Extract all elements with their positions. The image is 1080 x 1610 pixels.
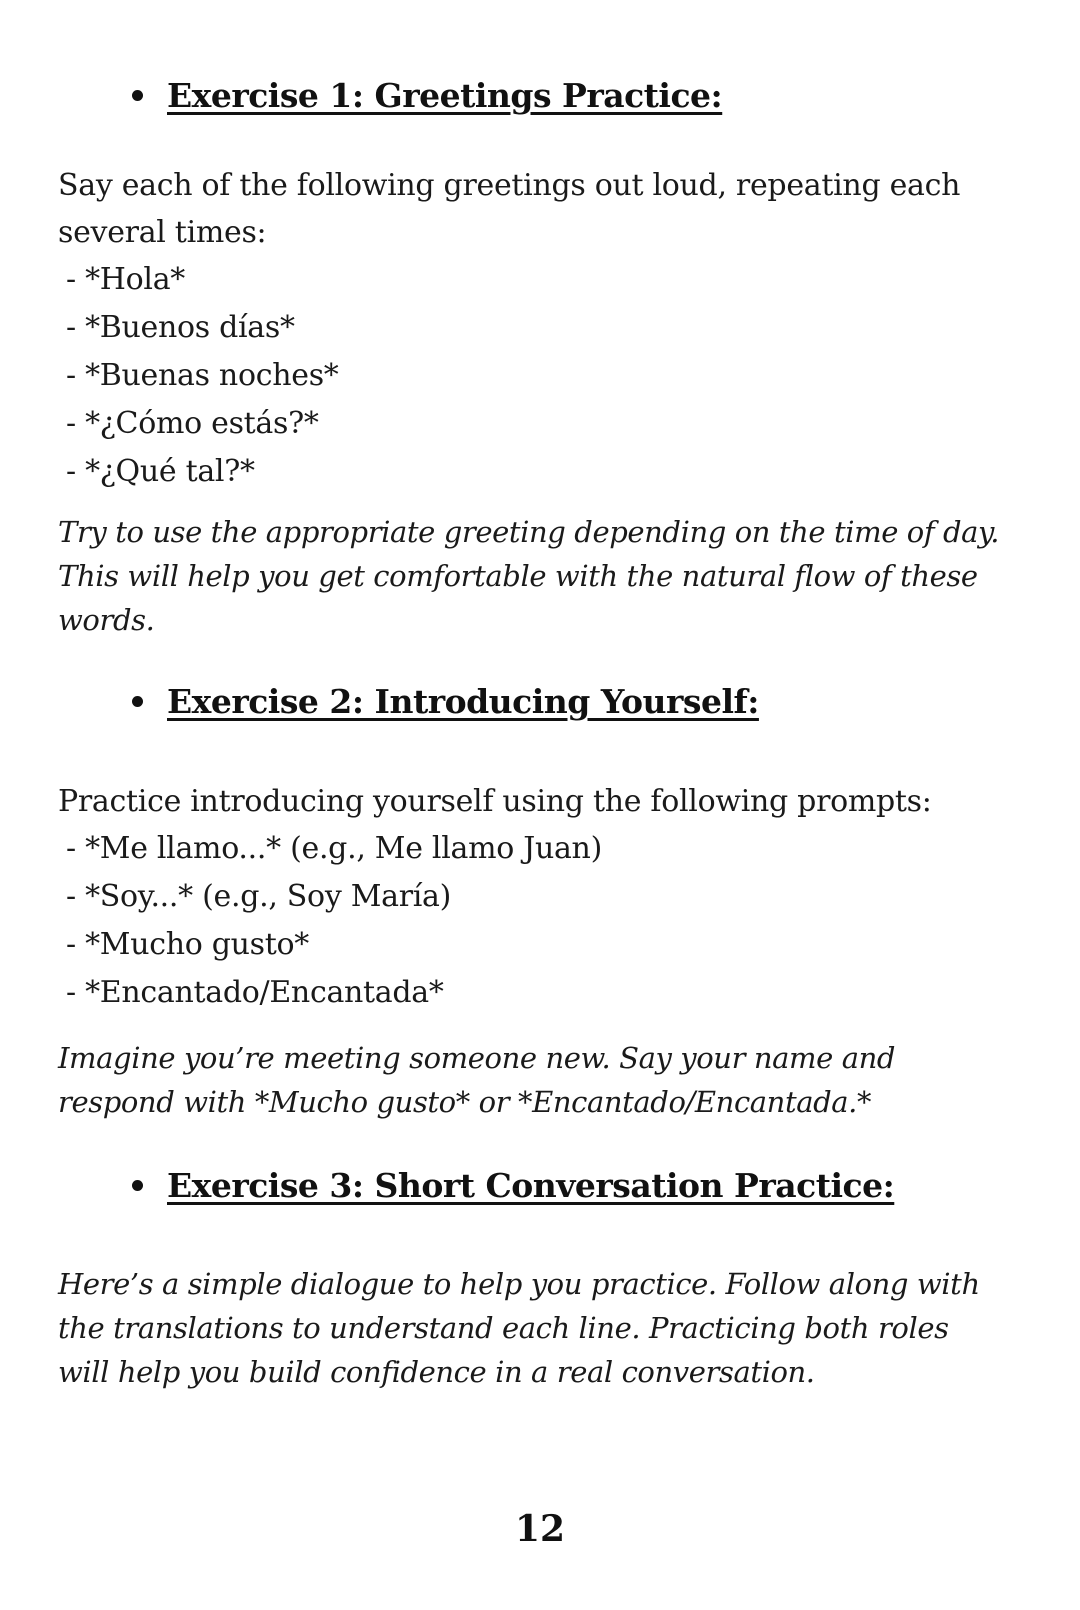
note-line: Here’s a simple dialogue to help you practice. Follow along with bbox=[58, 1267, 980, 1301]
exercise-3-note bbox=[58, 1262, 1038, 1394]
page-number: 12 bbox=[514, 1508, 566, 1550]
exercise-2-intro bbox=[58, 778, 1028, 825]
list-item: - *¿Cómo estás?* bbox=[66, 406, 319, 441]
bullet-icon bbox=[132, 1180, 143, 1191]
exercise-2-list bbox=[66, 825, 602, 1017]
exercise-1-note bbox=[58, 510, 1038, 642]
list-item: - *Buenos días* bbox=[66, 310, 295, 345]
list-item: - *Soy...* (e.g., Soy María) bbox=[66, 879, 452, 914]
list-item: - *Buenas noches* bbox=[66, 358, 339, 393]
list-item: - *Me llamo...* (e.g., Me llamo Juan) bbox=[66, 831, 602, 866]
exercise-2-heading bbox=[132, 682, 759, 721]
bullet-icon bbox=[132, 696, 143, 707]
list-item: - *¿Qué tal?* bbox=[66, 454, 255, 489]
intro-line: several times: bbox=[58, 215, 267, 250]
list-item: - *Mucho gusto* bbox=[66, 927, 309, 962]
note-line: This will help you get comfortable with the natural flow of these bbox=[58, 559, 978, 593]
note-line: respond with *Mucho gusto* or *Encantado/Encantada.* bbox=[58, 1085, 872, 1119]
exercise-1-intro bbox=[58, 162, 1028, 256]
note-line: will help you build confidence in a real conversation. bbox=[58, 1355, 815, 1389]
intro-line: Practice introducing yourself using the following prompts: bbox=[58, 784, 932, 819]
heading-text: Exercise 2: Introducing Yourself: bbox=[167, 682, 759, 721]
bullet-icon bbox=[132, 90, 143, 101]
note-line: Try to use the appropriate greeting depending on the time of day. bbox=[58, 515, 1000, 549]
list-item: - *Encantado/Encantada* bbox=[66, 975, 444, 1010]
note-line: words. bbox=[58, 603, 155, 637]
exercise-1-list bbox=[66, 256, 339, 496]
heading-text: Exercise 1: Greetings Practice: bbox=[167, 76, 723, 115]
list-item: - *Hola* bbox=[66, 262, 185, 297]
heading-text: Exercise 3: Short Conversation Practice: bbox=[167, 1166, 895, 1205]
intro-line: Say each of the following greetings out loud, repeating each bbox=[58, 168, 961, 203]
note-line: Imagine you’re meeting someone new. Say your name and bbox=[58, 1041, 896, 1075]
exercise-3-heading bbox=[132, 1166, 894, 1205]
exercise-2-note bbox=[58, 1036, 1038, 1124]
note-line: the translations to understand each line. Practicing both roles bbox=[58, 1311, 949, 1345]
exercise-1-heading bbox=[132, 76, 722, 115]
